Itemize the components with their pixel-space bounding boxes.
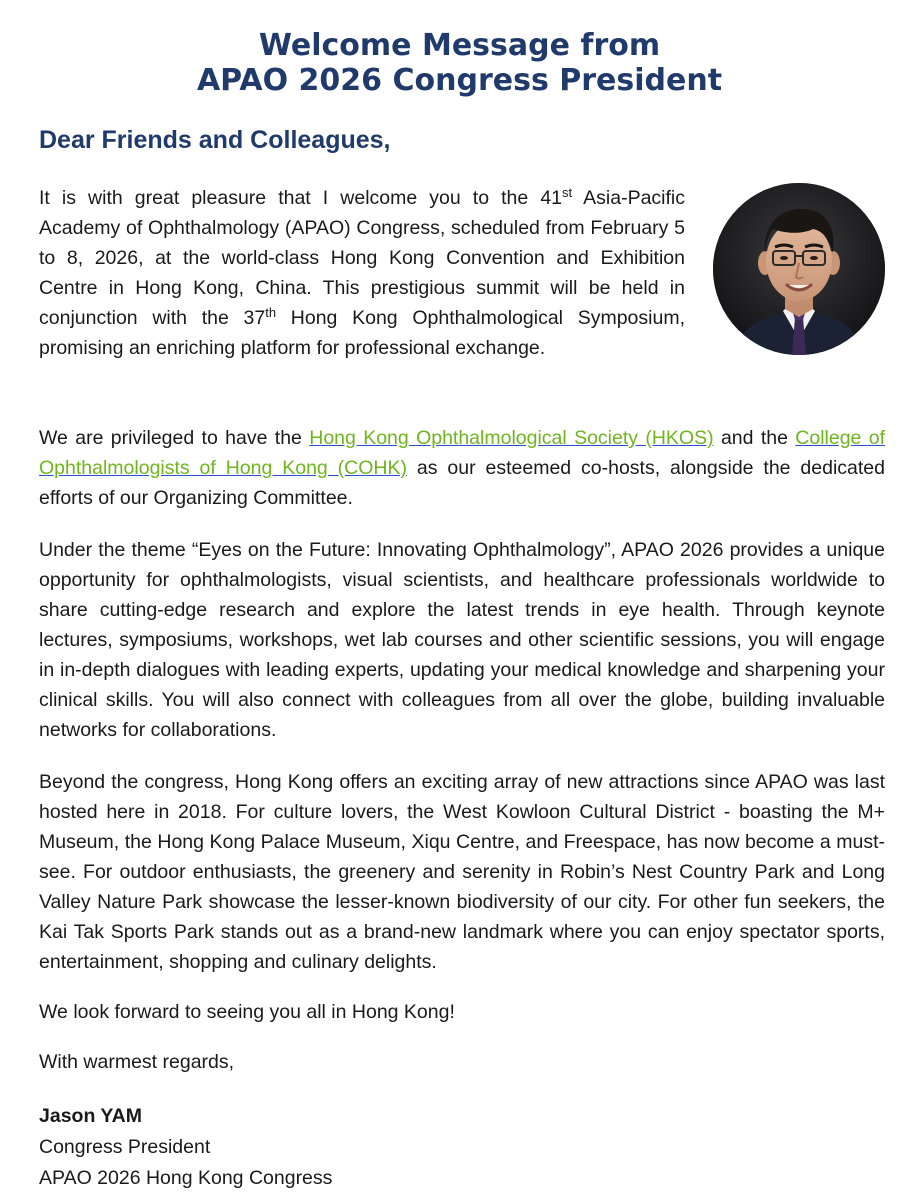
cohosts-paragraph — [39, 423, 885, 513]
theme-paragraph: Under the theme “Eyes on the Future: Innovating Ophthalmology”, APAO 2026 provides a unique opportunity for ophthalmologists, visual scientists, and healthcare professionals worldwide to share cutting-edge research and explore the latest trends in eye health. Through keynote lectures, symposiums, workshops, wet lab courses and other scientific sessions, you will engage in in-depth dialogues with leading experts, updating your medical knowledge and sharpening your clinical skills. You will also connect with colleagues from all over the globe, building invaluable networks for collaborations. — [39, 539, 885, 741]
hkos-link[interactable]: Hong Kong Ophthalmological Society (HKOS) — [309, 427, 714, 449]
intro-paragraph — [39, 183, 685, 363]
attractions-paragraph: Beyond the congress, Hong Kong offers an exciting array of new attractions since APAO was last hosted here in 2018. For culture lovers, the West Kowloon Cultural District - boasting the M+ Museum, the Hong Kong Palace Museum, Xiqu Centre, and Freespace, has now become a must-see. For outdoor enthusiasts, the greenery and serenity in Robin’s Nest Country Park and Long Valley Nature Park showcase the lesser-known biodiversity of our city. For other fun seekers, the Kai Tak Sports Park stands out as a brand-new landmark where you can enjoy spectator sports, entertainment, shopping and culinary delights. — [39, 771, 885, 973]
regards-line: With warmest regards, — [39, 1051, 235, 1073]
signature-name: Jason YAM — [39, 1105, 142, 1127]
ordinal-suffix-41st: st — [562, 185, 573, 200]
title-line-1: Welcome Message from — [258, 28, 661, 63]
cohosts-text-3: as our esteemed co-hosts, alongside the dedicated efforts of our Organizing Committee. — [39, 457, 886, 509]
signature-organization: APAO 2026 Hong Kong Congress — [39, 1167, 333, 1189]
closing-paragraph: We look forward to seeing you all in Hong Kong! — [39, 1001, 455, 1023]
page-title — [0, 28, 919, 98]
title-line-2: APAO 2026 Congress President — [196, 63, 723, 98]
intro-text-2: Asia-Pacific Academy of Ophthalmology (APAO) Congress, scheduled from February 5 to 8, 2026, at the world-class Hong Kong Convention and Exhibition Centre in Hong Kong, China. This prestigious summit will be held in conjunction with the 37 — [39, 187, 685, 329]
ordinal-suffix-37th: th — [265, 305, 277, 320]
signature-role: Congress President — [39, 1136, 211, 1158]
cohosts-text-1: We are privileged to have the — [39, 427, 310, 449]
salutation: Dear Friends and Colleagues, — [39, 126, 391, 154]
signature-block — [39, 1101, 332, 1194]
president-portrait — [713, 183, 885, 355]
intro-text-3: Hong Kong Ophthalmological Symposium, promising an enriching platform for professional exchange. — [39, 307, 685, 359]
intro-text-1: It is with great pleasure that I welcome you to the 41 — [39, 187, 563, 209]
cohosts-text-2: and the — [713, 427, 796, 449]
cohk-link[interactable]: College of Ophthalmologists of Hong Kong (COHK) — [39, 427, 885, 479]
